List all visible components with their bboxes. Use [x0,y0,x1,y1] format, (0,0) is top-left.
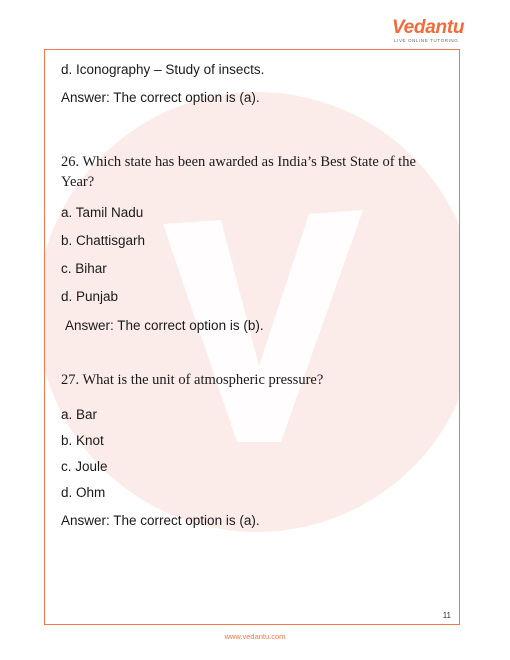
option-a: a. Tamil Nadu [61,205,144,220]
footer-url[interactable]: www.vedantu.com [224,632,286,641]
answer-text: Answer: The correct option is (a). [61,90,260,105]
page-number: 11 [442,611,451,620]
option-c: c. Joule [61,459,108,474]
option-b: b. Knot [61,433,104,448]
page-frame [44,49,460,625]
option-d: d. Punjab [61,289,119,304]
answer-text: Answer: The correct option is (b). [65,318,264,333]
logo-tagline: LIVE ONLINE TUTORING [394,38,459,43]
option-line: d. Iconography – Study of insects. [61,62,265,77]
logo-wordmark: Vedantu [392,17,465,38]
option-d: d. Ohm [61,485,106,500]
option-a: a. Bar [61,407,98,422]
option-c: c. Bihar [61,261,107,276]
answer-text: Answer: The correct option is (a). [61,513,260,528]
question-26: 26. Which state has been awarded as India’s Best State of the Year? [61,154,416,190]
vedantu-watermark-icon [45,50,460,625]
vedantu-logo [392,18,464,46]
option-b: b. Chattisgarh [61,233,146,248]
question-27: 27. What is the unit of atmospheric pressure? [61,372,324,388]
